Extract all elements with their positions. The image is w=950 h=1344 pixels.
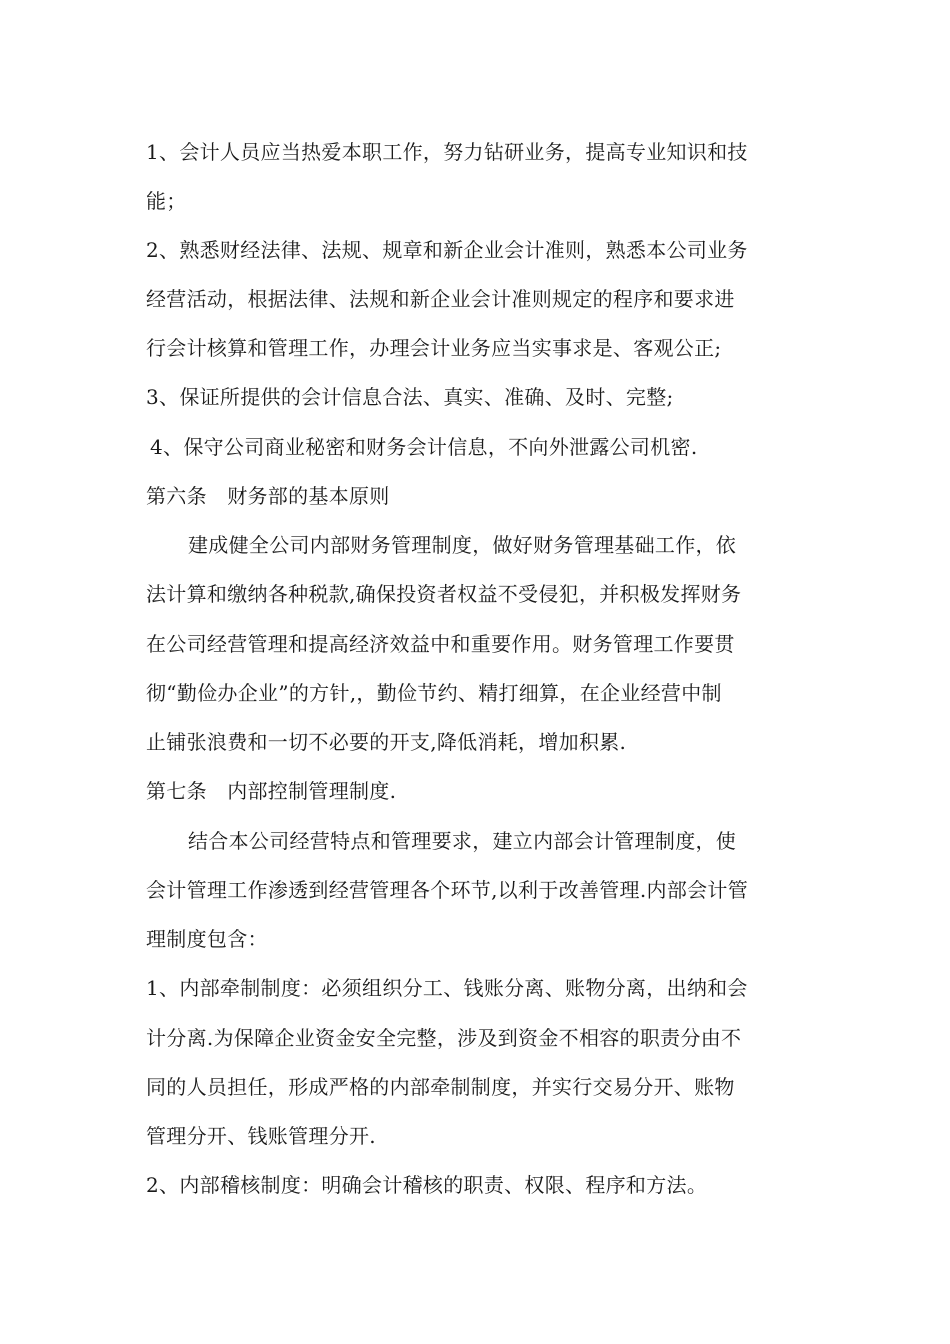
- article-6-paragraph-line-2: 法计算和缴纳各种税款,确保投资者权益不受侵犯，并积极发挥财务: [146, 582, 742, 606]
- article-6-paragraph-line-3: 在公司经营管理和提高经济效益中和重要作用。财务管理工作要贯: [146, 632, 735, 656]
- clause-item-1-line-1: 1、会计人员应当热爱本职工作，努力钻研业务，提高专业知识和技: [146, 140, 748, 164]
- article-7-paragraph-line-3: 理制度包含：: [146, 927, 268, 951]
- clause-item-4: 4、保守公司商业秘密和财务会计信息，不向外泄露公司机密.: [150, 435, 698, 459]
- control-item-2: 2、内部稽核制度：明确会计稽核的职责、权限、程序和方法。: [146, 1173, 708, 1197]
- article-6-paragraph-line-1: 建成健全公司内部财务管理制度，做好财务管理基础工作，依: [188, 533, 737, 557]
- clause-item-3: 3、保证所提供的会计信息合法、真实、准确、及时、完整;: [146, 385, 674, 409]
- control-item-1-line-2: 计分离.为保障企业资金安全完整，涉及到资金不相容的职责分由不: [146, 1026, 742, 1050]
- clause-item-2-line-3: 行会计核算和管理工作，办理会计业务应当实事求是、客观公正;: [146, 336, 722, 360]
- control-item-1-line-3: 同的人员担任，形成严格的内部牵制制度，并实行交易分开、账物: [146, 1075, 735, 1099]
- clause-item-2-line-2: 经营活动，根据法律、法规和新企业会计准则规定的程序和要求进: [146, 287, 735, 311]
- article-6-paragraph-line-5: 止铺张浪费和一切不必要的开支,降低消耗，增加积累.: [146, 730, 627, 754]
- clause-item-2-line-1: 2、熟悉财经法律、法规、规章和新企业会计准则，熟悉本公司业务: [146, 238, 748, 262]
- article-6-paragraph-line-4: 彻“勤俭办企业”的方针,，勤俭节约、精打细算，在企业经营中制: [146, 681, 722, 705]
- clause-item-1-line-2: 能；: [146, 189, 187, 213]
- article-7-paragraph-line-1: 结合本公司经营特点和管理要求，建立内部会计管理制度，使: [188, 829, 737, 853]
- control-item-1-line-4: 管理分开、钱账管理分开.: [146, 1124, 376, 1148]
- control-item-1-line-1: 1、内部牵制制度：必须组织分工、钱账分离、账物分离，出纳和会: [146, 976, 748, 1000]
- article-7-heading: 第七条 内部控制管理制度.: [146, 779, 397, 803]
- article-7-paragraph-line-2: 会计管理工作渗透到经营管理各个环节,以利于改善管理.内部会计管: [146, 878, 749, 902]
- article-6-heading: 第六条 财务部的基本原则: [146, 484, 390, 508]
